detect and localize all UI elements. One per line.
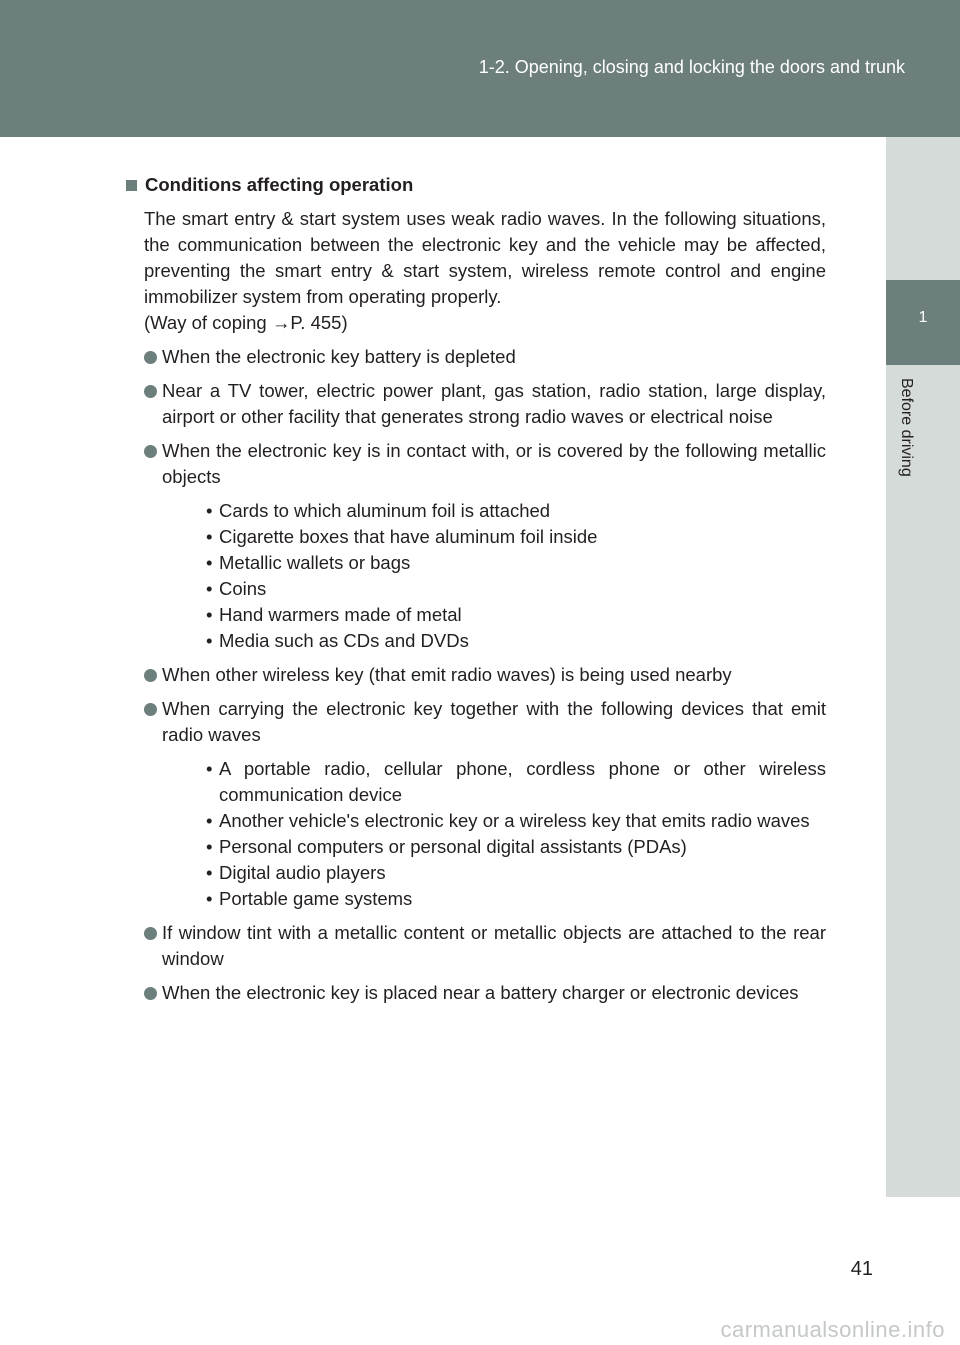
- list-item: [144, 438, 826, 654]
- sub-list: [200, 756, 826, 912]
- list-item-text: When the electronic key is in contact with, or is covered by the following metallic objects: [162, 440, 826, 487]
- sub-list-item: [200, 498, 826, 524]
- main-content: [123, 172, 826, 1006]
- list-item: [144, 980, 826, 1006]
- circle-bullet-icon: [144, 987, 157, 1000]
- list-item-body: [162, 662, 826, 688]
- sub-list-item-text: Personal computers or personal digital assistants (PDAs): [219, 836, 687, 857]
- dot-bullet-icon: •: [206, 810, 213, 831]
- sub-list-item: [200, 756, 826, 808]
- list-item-text: When the electronic key battery is depleted: [162, 346, 516, 367]
- list-item-text: Near a TV tower, electric power plant, gas station, radio station, large display, airport or other facility that generates strong radio waves or electrical noise: [162, 380, 826, 427]
- dot-bullet-icon: •: [206, 888, 213, 909]
- list-item-body: [162, 378, 826, 430]
- list-item: [144, 696, 826, 912]
- dot-bullet-icon: •: [206, 630, 213, 651]
- sub-list-item-text: A portable radio, cellular phone, cordless phone or other wireless communication device: [219, 758, 826, 805]
- sub-list-item-text: Coins: [219, 578, 267, 599]
- circle-bullet-icon: [144, 703, 157, 716]
- section-breadcrumb: 1-2. Opening, closing and locking the doors and trunk: [478, 57, 905, 77]
- intro-paragraph: [144, 206, 826, 336]
- list-item-text: If window tint with a metallic content or metallic objects are attached to the rear window: [162, 922, 826, 969]
- dot-bullet-icon: •: [206, 604, 213, 625]
- list-item: [144, 378, 826, 430]
- circle-bullet-icon: [144, 385, 157, 398]
- page-number: 41: [850, 1258, 873, 1280]
- sub-list-item-text: Digital audio players: [219, 862, 386, 883]
- sub-list-item-text: Metallic wallets or bags: [219, 552, 411, 573]
- chapter-label: [897, 378, 921, 498]
- circle-bullet-icon: [144, 669, 157, 682]
- circle-bullet-icon: [144, 445, 157, 458]
- watermark: carmanualsonline.info: [720, 1316, 945, 1342]
- dot-bullet-icon: •: [206, 500, 213, 521]
- conditions-list: [123, 344, 826, 1006]
- sub-list-item: [200, 524, 826, 550]
- sub-list-item-text: Cigarette boxes that have aluminum foil inside: [219, 526, 598, 547]
- chapter-number: 1: [918, 309, 928, 326]
- list-item-body: [162, 344, 826, 370]
- sub-list-item-text: Portable game systems: [219, 888, 413, 909]
- sub-list-item: [200, 860, 826, 886]
- sub-list-item-text: Cards to which aluminum foil is attached: [219, 500, 551, 521]
- circle-bullet-icon: [144, 927, 157, 940]
- sub-list: [200, 498, 826, 654]
- sub-list-item: [200, 834, 826, 860]
- list-item-body: [162, 980, 826, 1006]
- dot-bullet-icon: •: [206, 862, 213, 883]
- intro-text: The smart entry & start system uses weak radio waves. In the following situations, the communication between the electronic key and the vehicle may be affected, preventing the smart entry & start system, wireless remote control and engine immobilizer system from operating properly.: [144, 208, 826, 307]
- circle-bullet-icon: [144, 351, 157, 364]
- dot-bullet-icon: •: [206, 526, 213, 547]
- chapter-label-text: Before driving: [898, 378, 915, 477]
- dot-bullet-icon: •: [206, 836, 213, 857]
- square-bullet-icon: [126, 180, 137, 191]
- page-header: [0, 0, 960, 137]
- way-of-coping-reference: (Way of coping →P. 455): [144, 312, 348, 333]
- section-title: Conditions affecting operation: [145, 174, 414, 195]
- list-item-body: [162, 438, 826, 654]
- dot-bullet-icon: •: [206, 578, 213, 599]
- sub-list-item: [200, 886, 826, 912]
- sub-list-item: [200, 808, 826, 834]
- dot-bullet-icon: •: [206, 552, 213, 573]
- list-item-text: When other wireless key (that emit radio waves) is being used nearby: [162, 664, 732, 685]
- list-item-body: [162, 696, 826, 912]
- sub-list-item: [200, 576, 826, 602]
- sub-list-item: [200, 602, 826, 628]
- list-item-text: When the electronic key is placed near a battery charger or electronic devices: [162, 982, 799, 1003]
- sub-list-item: [200, 550, 826, 576]
- dot-bullet-icon: •: [206, 758, 213, 779]
- sub-list-item-text: Media such as CDs and DVDs: [219, 630, 469, 651]
- sub-list-item: [200, 628, 826, 654]
- section-heading: [123, 172, 826, 198]
- sub-list-item-text: Hand warmers made of metal: [219, 604, 462, 625]
- list-item: [144, 662, 826, 688]
- list-item: [144, 920, 826, 972]
- list-item: [144, 344, 826, 370]
- sub-list-item-text: Another vehicle's electronic key or a wireless key that emits radio waves: [219, 810, 810, 831]
- list-item-body: [162, 920, 826, 972]
- list-item-text: When carrying the electronic key together with the following devices that emit radio waves: [162, 698, 826, 745]
